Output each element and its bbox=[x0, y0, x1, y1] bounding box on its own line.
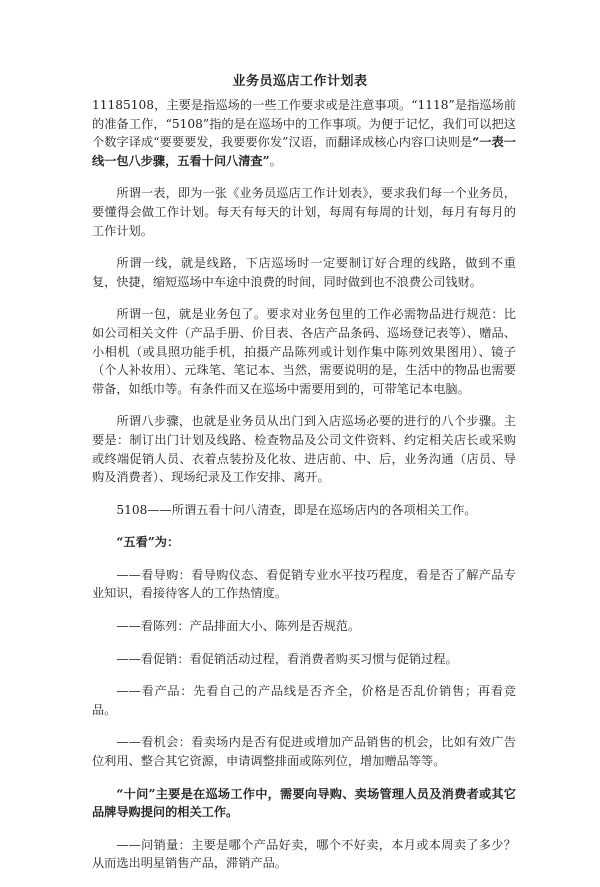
intro-mnemonic: “一表一线一包八步骤，五看十问八清查” bbox=[92, 135, 516, 168]
eight-steps-paragraph: 所谓八步骤，也就是业务员从出门到入店巡场必要的进行的八个步骤。主要是：制订出门计划及线路、检查物品及公司文件资料、约定相关店长或采购或终端促销人员、衣着点装扮及化妆、进店前、中、后，业务沟通（店员、导购及消费者）、现场纪录及工作安排、离开。 bbox=[92, 414, 516, 485]
five-look-item-opportunity: ——看机会：看卖场内是否有促进或增加产品销售的机会，比如有效广告位利用、整合其它资源，申请调整排面或陈列位，增加赠品等等。 bbox=[92, 735, 516, 769]
five-look-heading: “五看”为： bbox=[116, 535, 180, 550]
five-look-item-display: ——看陈列：产品排面大小、陈列是否规范。 bbox=[116, 619, 361, 634]
document-title: 业务员巡店工作计划表 bbox=[232, 74, 368, 89]
ten-ask-heading: “十问”主要是在巡场工作中，需要向导购、卖场管理人员及消费者或其它品牌导购提问的相关工作。 bbox=[92, 786, 516, 820]
document-body bbox=[92, 96, 516, 887]
one-line-paragraph: 所谓一线，就是线路，下店巡场时一定要制订好合理的线路，做到不重复，快捷，缩短巡场中车途中浪费的时间，同时做到也不浪费公司钱财。 bbox=[92, 256, 516, 289]
one-table-paragraph: 所谓一表，即为一张《业务员巡店工作计划表》，要求我们每一个业务员，要懂得会做工作计划。每天有每天的计划，每周有每周的计划，每月有每月的工作计划。 bbox=[92, 186, 516, 238]
five-look-item-product: ——看产品：先看自己的产品线是否齐全，价格是否乱价销售；再看竞品。 bbox=[92, 684, 516, 717]
ten-ask-item-sales: ——问销量：主要是哪个产品好卖，哪个不好卖，本月或本周卖了多少？从而选出明星销售产品，滞销产品。 bbox=[92, 837, 516, 871]
five-look-ten-ask-paragraph: 5108——所谓五看十问八清查，即是在巡场店内的各项相关工作。 bbox=[116, 502, 477, 517]
intro-text-b: 。 bbox=[269, 153, 282, 168]
five-look-item-promotion: ——看促销：看促销活动过程，看消费者购买习惯与促销过程。 bbox=[116, 651, 458, 666]
one-bag-paragraph: 所谓一包，就是业务包了。要求对业务包里的工作必需物品进行规范：比如公司相关文件（产品手册、价目表、各店产品条码、巡场登记表等）、赠品、小相机（或具照功能手机，拍摄产品陈列或计划作集中陈列效果图用）、镜子（个人补妆用）、元珠笔、笔记本、当然，需要说明的是，生活中的物品也需要带备，如纸巾等。有条件而又在巡场中需要用到的，可带笔记本电脑。 bbox=[92, 307, 516, 396]
intro-paragraph bbox=[92, 96, 516, 170]
five-look-item-guide: ——看导购：看导购仪态、看促销专业水平技巧程度，看是否了解产品专业知识，看接待客人的工作热情度。 bbox=[92, 567, 516, 601]
intro-text-a: 11185108，主要是指巡场的一些工作要求或是注意事项。“1118”是指巡场前的准备工作，“5108”指的是在巡场中的工作事项。为便于记忆，我们可以把这个数字译成“要要要发，我要要你发”汉语，而翻译成核心内容口诀则是 bbox=[92, 98, 516, 150]
